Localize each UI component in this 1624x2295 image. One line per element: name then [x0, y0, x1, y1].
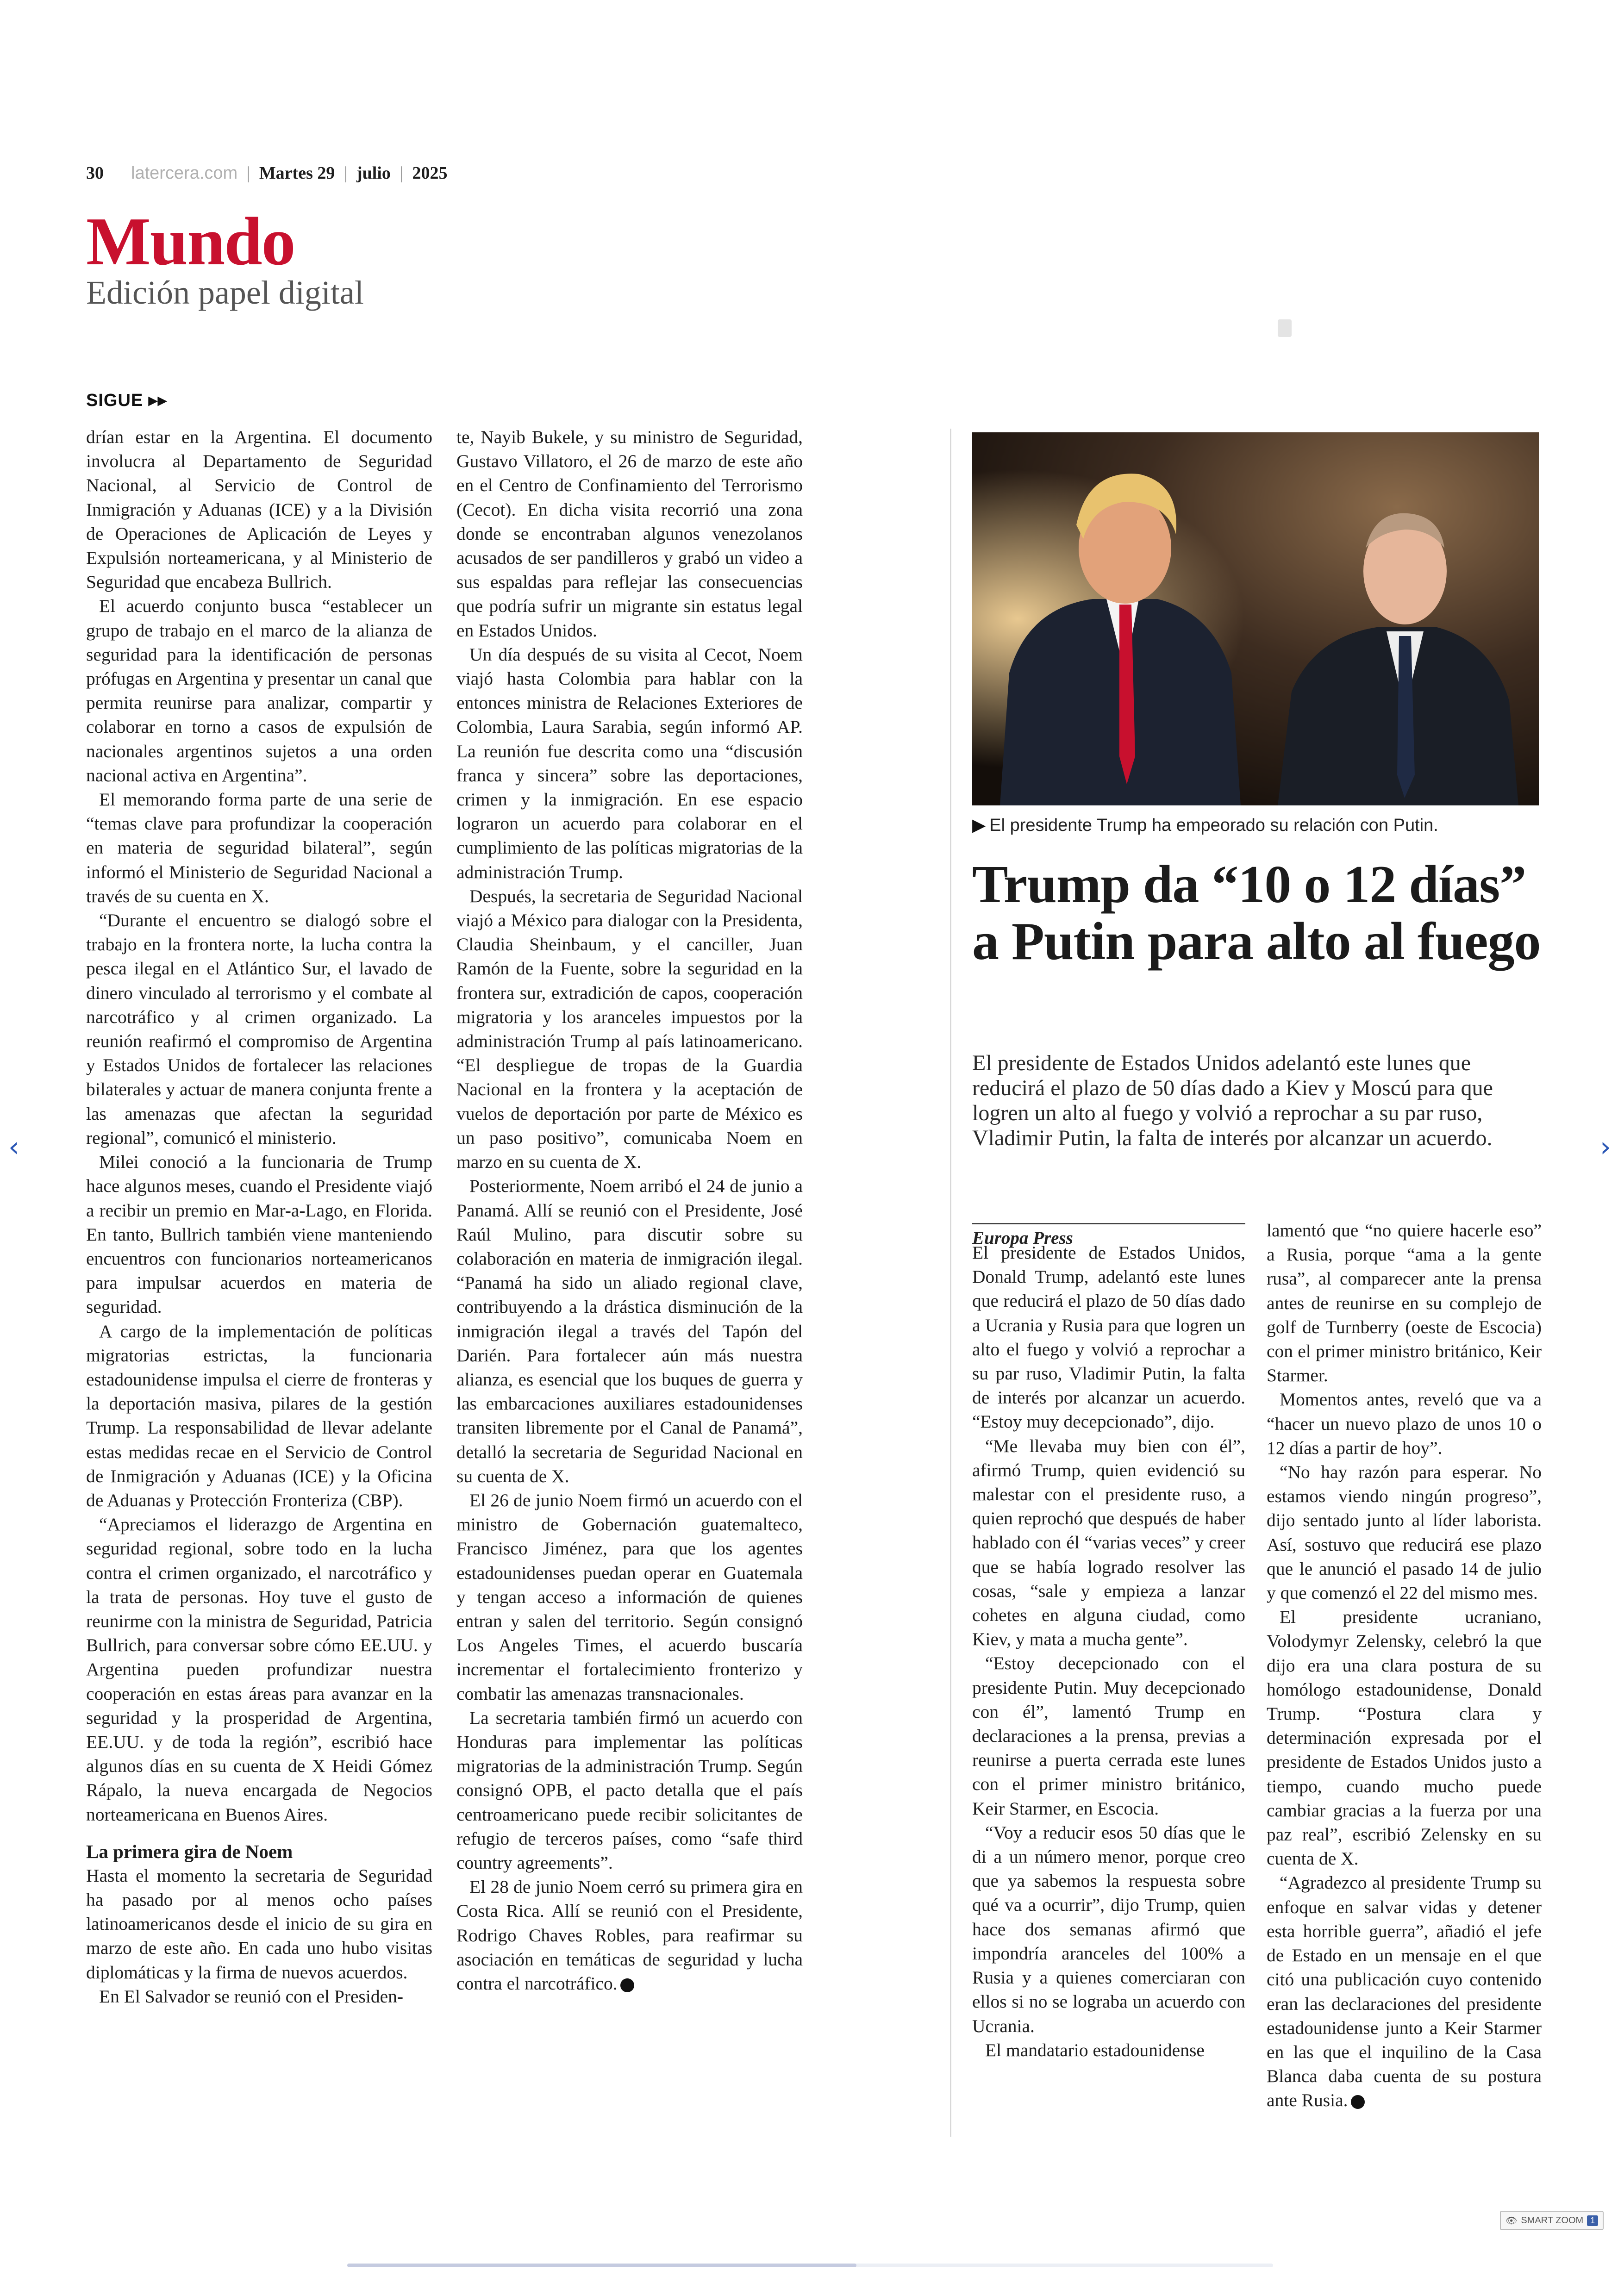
photo-caption — [972, 815, 1546, 836]
date-year: 2025 — [412, 163, 448, 183]
main-article-column-2 — [1267, 1218, 1542, 2113]
date-day: Martes 29 — [259, 163, 335, 183]
paragraph: “Me llevaba muy bien con él”, afirmó Trump, quien evidenció su malestar con el presidente ruso, a quien reprochó que después de haber hablado con él “varias veces” y creer que se había logrado resolver las cosas, “sale y empieza a lanzar cohetes en alguna ciudad, como Kiev, y mata a mucha gente”. — [972, 1435, 1245, 1650]
next-page-button[interactable]: › — [1600, 1131, 1611, 1163]
caption-text: El presidente Trump ha empeorado su relación con Putin. — [989, 816, 1438, 835]
paragraph: Hasta el momento la secretaria de Seguridad ha pasado por al menos ocho países latinoamericanos desde el inicio de su gira en marzo de este año. En cada uno hubo visitas diplomáticas y la firma de nuevos acuerdos. — [86, 1865, 432, 1983]
scrollbar-thumb[interactable] — [347, 2264, 856, 2267]
paragraph: El memorando forma parte de una serie de “temas clave para profundizar la cooperación en materia de seguridad bilateral”, según informó el Ministerio de Seguridad Nacional a través de su cuenta en X. — [86, 789, 432, 906]
column-divider — [950, 429, 951, 2137]
paragraph: “Voy a reducir esos 50 días que le di a un número menor, porque creo que ya sabemos la respuesta sobre qué va a ocurrir”, dijo Trump, quien hace dos semanas afirmó que impondría aranceles del 100% a Rusia y a quienes comerciaran con ellos si no se lograba un acuerdo con Ucrania. — [972, 1822, 1245, 2036]
paragraph: drían estar en la Argentina. El documento involucra al Departamento de Seguridad Nacional, al Servicio de Control de Inmigración y Aduanas (ICE) y a la División de Operaciones de Aplicación de Leyes y Expulsión norteamericana, y al Ministerio de Seguridad que encabeza Bullrich. — [86, 427, 432, 592]
paragraph: La secretaria también firmó un acuerdo con Honduras para implementar las políticas migratorias de la administración Trump. Según consignó OPB, el pacto detalla que el país centroamericano puede recibir solicitantes de refugio de terceros países, como “safe third country agreements”. — [456, 1707, 803, 1873]
eye-icon: 👁 — [1505, 2215, 1518, 2226]
byline-rule — [972, 1223, 1245, 1224]
paragraph: “No hay razón para esperar. No estamos viendo ningún progreso”, dijo sentado junto al líder laborista. Así, sostuvo que reducirá ese plazo que le anunció el pasado 14 de julio y que comenzó el 22 del mismo mes. — [1267, 1462, 1542, 1603]
paragraph: Después, la secretaria de Seguridad Nacional viajó a México para dialogar con la Presidenta, Claudia Sheinbaum, y el canciller, Juan Ramón de la Fuente, sobre la seguridad en la frontera sur, extradición de capos, cooperación migratoria y los aranceles impuestos por la administración Trump al país latinoamericano. “El despliegue de tropas de la Guardia Nacional en la frontera y la aceptación de vuelos de deportación por parte de México es un paso positivo”, comunicaba Noem en marzo en su cuenta de X. — [456, 886, 803, 1172]
paragraph: “Apreciamos el liderazgo de Argentina en seguridad regional, sobre todo en la lucha contra el crimen organizado, el narcotráfico y la trata de personas. Hoy tuve el gusto de reunirme con la ministra de Seguridad, Patricia Bullrich, para conversar sobre cómo EE.UU. y Argentina pueden profundizar nuestra cooperación en estas áreas para avanzar en la seguridad y la prosperidad de Argentina, EE.UU. y de toda la región”, escribió hace algunos días en su cuenta de X Heidi Gómez Rápalo, la nueva encargada de Negocios norteamericana en Buenos Aires. — [86, 1514, 432, 1825]
left-article-column-1 — [86, 425, 432, 2008]
paragraph-last — [1267, 1871, 1542, 2112]
deck: El presidente de Estados Unidos adelantó este lunes que reducirá el plazo de 50 días dado a Kiev y Moscú para que logren un alto al fuego y volvió a reprochar a su par ruso, Vladimir Putin, la falta de interés por alcanzar un acuerdo. — [972, 1051, 1493, 1150]
paragraph-last — [456, 1875, 803, 1996]
photo-illustration — [972, 432, 1539, 805]
paragraph: Milei conoció a la funcionaria de Trump hace algunos meses, cuando el Presidente viajó a recibir un premio en Mar-a-Lago, en Florida. En tanto, Bullrich también viene manteniendo encuentros con funcionarios norteamericanos para impulsar acuerdos en materia de seguridad. — [86, 1152, 432, 1317]
date-month: julio — [356, 163, 391, 183]
paragraph: “Durante el encuentro se dialogó sobre el trabajo en la frontera norte, la lucha contra la pesca ilegal en el Atlántico Sur, el lavado de dinero vinculado al terrorismo y el combate al narcotráfico y al crimen organizado. La reunión reafirmó el compromiso de Argentina y Estados Unidos de fortalecer las relaciones bilaterales y actuar de manera conjunta frente a las amenazas que afectan la seguridad regional”, comunicó el ministerio. — [86, 910, 432, 1148]
paragraph: El 26 de junio Noem firmó un acuerdo con el ministro de Gobernación guatemalteco, Francisco Jiménez, para que los agentes estadounidenses puedan operar en Guatemala y tengan acceso a información de quienes entran y salen del territorio. Según consignó Los Angeles Times, el acuerdo buscaría incrementar el fortalecimiento fronterizo y combatir las amenazas transnacionales. — [456, 1490, 803, 1704]
page-number: 30 — [86, 163, 104, 183]
paragraph-text: El 28 de junio Noem cerró su primera gira en Costa Rica. Allí se reunió con el Presidente, Rodrigo Chaves Robles, para reafirmar su asociación en temáticas de seguridad y lucha contra el narcotráfico. — [456, 1877, 803, 1994]
page-header: 30 latercera.com | Martes 29 | julio | 2025 — [86, 163, 448, 183]
paragraph: Posteriormente, Noem arribó el 24 de junio a Panamá. Allí se reunió con el Presidente, José Raúl Mulino, para discutir sobre su colaboración en materia de inmigración ilegal. “Panamá ha sido un aliado regional clave, contribuyendo a la drástica disminución de la inmigración ilegal a través del Tapón del Darién. Para fortalecer aún más nuestra alianza, es esencial que los buques de guerra y las embarcaciones auxiliares estadounidenses transiten libremente por el Canal de Panamá”, detalló la secretaria de Seguridad Nacional en su cuenta de X. — [456, 1176, 803, 1486]
paragraph: El presidente ucraniano, Volodymyr Zelensky, celebró la que dijo era una clara postura de su homólogo estadounidense, Donald Trump. “Postura clara y determinación expresada por el presidente de Estados Unidos justo a tiempo, cuando mucho puede cambiar gracias a la fuerza por una paz real”, escribió Zelensky en su cuenta de X. — [1267, 1607, 1542, 1869]
headline: Trump da “10 o 12 días” a Putin para alto al fuego — [972, 855, 1541, 971]
page-indicator: 1 — [1587, 2215, 1598, 2226]
previous-page-button[interactable]: ‹ — [8, 1131, 19, 1163]
subhead: La primera gira de Noem — [86, 1840, 293, 1862]
paragraph: El acuerdo conjunto busca “establecer un grupo de trabajo en el marco de la alianza de seguridad para la identificación de personas prófugas en Argentina y presentar un canal que permita reunirse para analizar, compartir y colaborar en torno a casos de expulsión de nacionales argentinos sujetos a una orden nacional activa en Argentina”. — [86, 596, 432, 786]
article-photo — [972, 432, 1539, 805]
section-subtitle: Edición papel digital — [86, 274, 364, 311]
smart-zoom-label: SMART ZOOM — [1521, 2215, 1584, 2226]
paragraph: Momentos antes, reveló que va a “hacer un nuevo plazo de unos 10 o 12 días a partir de hoy”. — [1267, 1389, 1542, 1458]
paragraph: En El Salvador se reunió con el Presiden- — [99, 1986, 404, 2007]
byline: Europa Press — [972, 1228, 1073, 1248]
site-name: latercera.com — [131, 163, 238, 183]
paragraph: te, Nayib Bukele, y su ministro de Seguridad, Gustavo Villatoro, el 26 de marzo de este año en el Centro de Confinamiento del Terrorismo (Cecot). En dicha visita recorrió una zona donde se encontraban algunos venezolanos acusados de ser pandilleros y grabó un video a sus espaldas para reflejar las consecuencias que podría sufrir un migrante sin estatus legal en Estados Unidos. — [456, 427, 803, 641]
end-mark-icon — [620, 1978, 634, 1992]
paragraph: “Estoy decepcionado con el presidente Putin. Muy decepcionado con él”, lamentó Trump en declaraciones a la prensa, previas a reunirse a puerta cerrada este lunes con el primer ministro británico, Keir Starmer, en Escocia. — [972, 1653, 1245, 1819]
end-mark-icon — [1351, 2095, 1365, 2109]
paragraph: El presidente de Estados Unidos, Donald Trump, adelantó este lunes que reducirá el plazo de 50 días dado a Ucrania y Rusia para que logren un alto el fuego y volvió a reprochar a su par ruso, Vladimir Putin, la falta de interés por alcanzar un acuerdo. “Estoy muy decepcionado”, dijo. — [972, 1242, 1245, 1432]
main-article-column-1 — [972, 1241, 1245, 2062]
left-article-column-2 — [456, 425, 803, 1996]
section-title: Mundo — [86, 204, 295, 280]
paragraph: El mandatario estadounidense — [985, 2039, 1205, 2060]
continued-label: SIGUE ▸▸ — [86, 391, 167, 410]
paragraph: A cargo de la implementación de políticas migratorias estrictas, la funcionaria estadounidense impulsa el cierre de fronteras y la deportación masiva, pilares de la gestión Trump. La responsabilidad de llevar adelante estas medidas recae en el Servicio de Control de Inmigración y Aduanas (ICE) y la Oficina de Aduanas y Protección Fronteriza (CBP). — [86, 1321, 432, 1510]
paragraph: lamentó que “no quiere hacerle eso” a Rusia, porque “ama a la gente rusa”, al comparecer ante la prensa antes de reunirse en su complejo de golf de Turnberry (oeste de Escocia) con el primer ministro británico, Keir Starmer. — [1267, 1220, 1542, 1386]
paragraph: Un día después de su visita al Cecot, Noem viajó hasta Colombia para hablar con la entonces ministra de Relaciones Exteriores de Colombia, Laura Sarabia, según informó AP. La reunión fue descrita como una “discusión franca y sincera” sobre las deportaciones, crimen y la inmigración. En ese espacio lograron un acuerdo para colaborar en el cumplimiento de las políticas migratorias de la administración Trump. — [456, 644, 803, 882]
caption-marker-icon: ▶ — [972, 816, 986, 835]
paragraph-text: “Agradezco al presidente Trump su enfoque en salvar vidas y detener esta horrible guerra”, añadió el jefe de Estado en un mensaje en el que citó una publicación cuyo contenido eran las declaraciones del presidente estadounidense junto a Keir Starmer en las que el inquilino de la Casa Blanca daba cuenta de su postura ante Rusia. — [1267, 1872, 1542, 2111]
smart-zoom-button[interactable] — [1500, 2211, 1604, 2230]
page-marker-icon — [1278, 319, 1292, 337]
